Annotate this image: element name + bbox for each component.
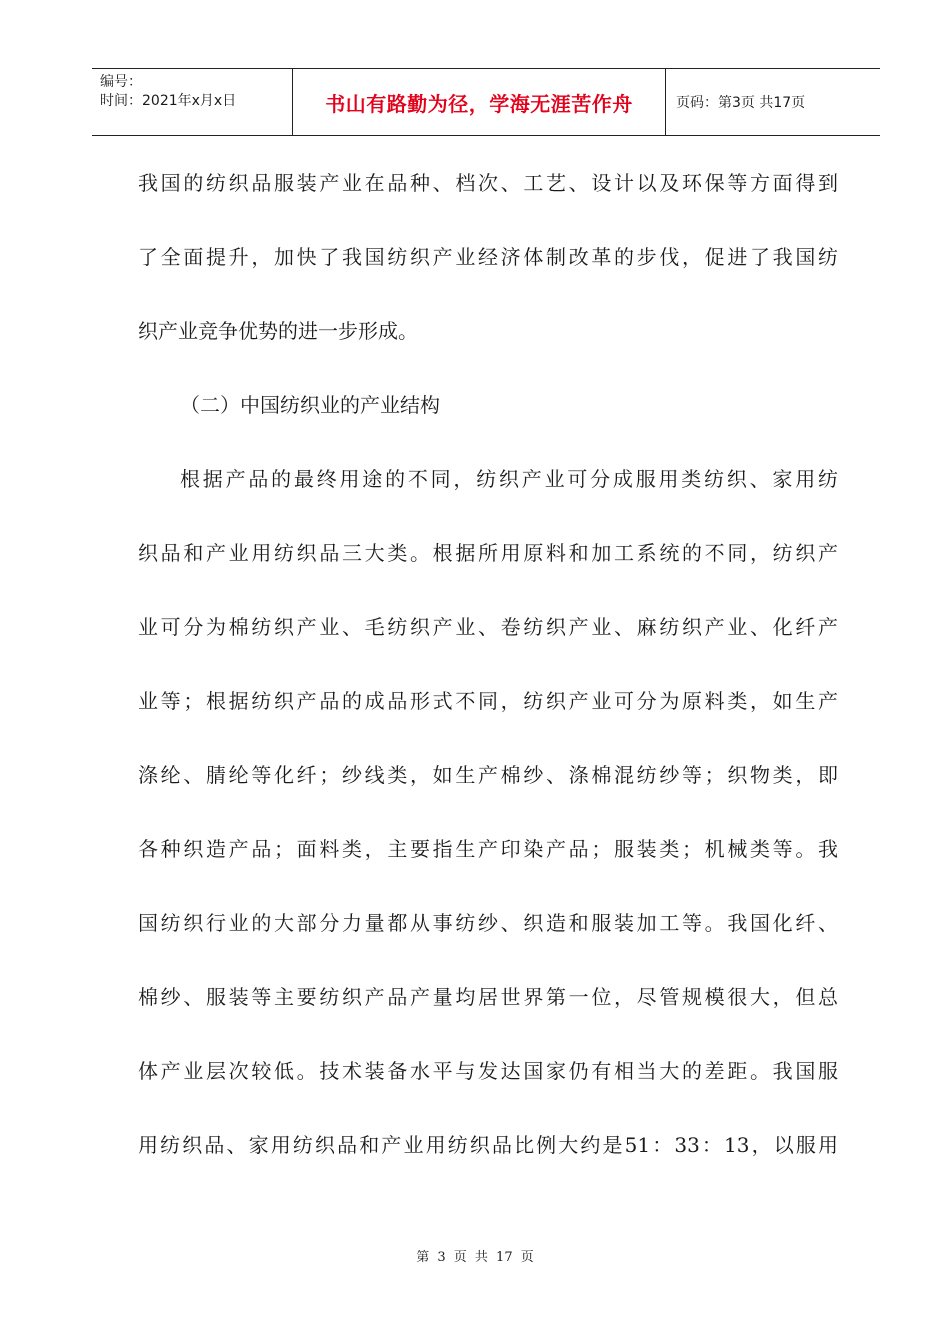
body-line: 国纺织行业的大部分力量都从事纺纱、织造和服装加工等。我国化纤、 [138, 911, 838, 935]
body-line: 了全面提升，加快了我国纺织产业经济体制改革的步伐，促进了我国纺 [138, 245, 838, 269]
page-footer [0, 1246, 950, 1265]
body-line: 用纺织品、家用纺织品和产业用纺织品比例大约是51：33：13，以服用 [138, 1133, 838, 1157]
body-line: 业等；根据纺织产品的成品形式不同，纺织产业可分为原料类，如生产 [138, 689, 838, 713]
document-body [138, 165, 838, 1201]
time-label: 时间：2021年x月x日 [100, 93, 237, 109]
body-line: 各种织造产品；面料类，主要指生产印染产品；服装类；机械类等。我 [138, 837, 838, 861]
body-line: 我国的纺织品服装产业在品种、档次、工艺、设计以及环保等方面得到 [138, 171, 838, 195]
body-line: 体产业层次较低。技术装备水平与发达国家仍有相当大的差距。我国服 [138, 1059, 838, 1083]
motto-text: 书山有路勤为径，学海无涯苦作舟 [325, 91, 633, 116]
number-label: 编号： [100, 74, 142, 90]
section-heading: （二）中国纺织业的产业结构 [180, 393, 440, 417]
body-line: 织产业竞争优势的进一步形成。 [138, 319, 418, 343]
footer-page-number: 第 3 页 共 17 页 [416, 1250, 534, 1265]
body-line: 根据产品的最终用途的不同，纺织产业可分成服用类纺织、家用纺 [180, 467, 838, 491]
body-line: 织品和产业用纺织品三大类。根据所用原料和加工系统的不同，纺织产 [138, 541, 838, 565]
header-meta [92, 69, 292, 135]
body-line: 棉纱、服装等主要纺织产品产量均居世界第一位，尽管规模很大，但总 [138, 985, 838, 1009]
page-code: 页码：第3页 共17页 [676, 95, 806, 111]
header-page-code-cell [666, 69, 880, 135]
body-line: 业可分为棉纺织产业、毛纺织产业、卷纺织产业、麻纺织产业、化纤产 [138, 615, 838, 639]
page-header [92, 68, 880, 136]
body-line: 涤纶、腈纶等化纤；纱线类，如生产棉纱、涤棉混纺纱等；织物类，即 [138, 763, 838, 787]
header-motto-cell [292, 69, 666, 135]
